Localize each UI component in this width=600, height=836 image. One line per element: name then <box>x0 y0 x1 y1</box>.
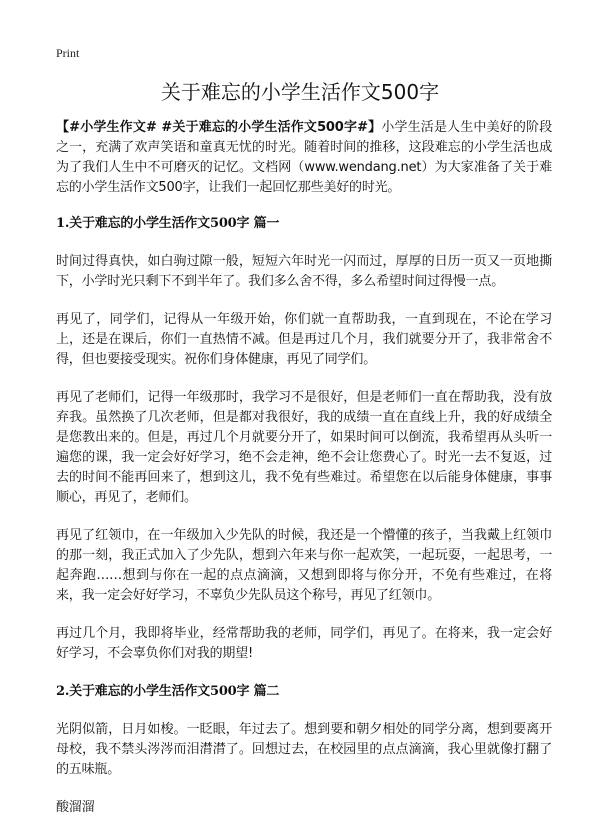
paragraph: 再见了老师们，记得一年级那时，我学习不是很好，但是老师们一直在帮助我，没有放弃我。虽然换了几次老师，但是都对我很好，我的成绩一直在直线上升，我的好成绩全是您教出来的。但是，再过几个月就要分开了，如果时间可以倒流，我希望再从头听一遍您的课，我一定会好好学习，绝不会走神，绝不会让您费心了。时光一去不复返，过去的时间不能再回来了，想到这儿，我不免有些难过。希望您在以后能身体健康，事事顺心，再见了，老师们。 <box>56 390 552 505</box>
intro-text: 小学生活是人生中美好的阶段之一，充满了欢声笑语和童真无忧的时光。随着时间的推移，这段难忘的小学生活也成为了我们人生中不可磨灭的记忆。文档网（www.wendang.net）为大家准备了关于难忘的小学生活作文500字，让我们一起回忆那些美好的时光。 <box>56 120 552 195</box>
closing-text: 酸溜溜 <box>56 800 95 815</box>
intro-paragraph <box>56 118 552 198</box>
intro-tags[interactable]: 【#小学生作文# #关于难忘的小学生活作文500字#】 <box>56 120 382 135</box>
print-link[interactable]: Print <box>56 46 80 60</box>
paragraph: 再见了红领巾，在一年级加入少先队的时候，我还是一个懵懂的孩子，当我戴上红领巾的那一刻，我正式加入了少先队，想到六年来与你一起欢笑，一起玩耍，一起思考，一起奔跑……想到与你在一起的点点滴滴，又想到即将与你分开，不免有些难过，在将来，我一定会好好学习，不辜负少先队员这个称号，再见了红领巾。 <box>56 528 552 603</box>
paragraph: 再过几个月，我即将毕业，经常帮助我的老师，同学们，再见了。在将来，我一定会好好学习，不会辜负你们对我的期望! <box>56 626 552 661</box>
article-body <box>56 118 552 836</box>
paragraph: 再见了，同学们，记得从一年级开始，你们就一直帮助我，一直到现在，不论在学习上，还是在课后，你们一直热情不减。但是再过几个月，我们就要分开了，我非常舍不得，但也要接受现实。祝你们身体健康，再见了同学们。 <box>56 312 552 367</box>
section-heading-2: 2.关于难忘的小学生活作文500字 篇二 <box>56 684 280 699</box>
section-heading-1: 1.关于难忘的小学生活作文500字 篇一 <box>56 216 280 231</box>
paragraph: 光阴似箭，日月如梭。一眨眼，年过去了。想到要和朝夕相处的同学分离，想到要离开母校，我不禁头涔涔而泪潸潸了。回想过去，在校园里的点点滴滴，我心里就像打翻了的五味瓶。 <box>56 722 552 777</box>
page-title: 关于难忘的小学生活作文500字 <box>160 80 440 104</box>
paragraph: 时间过得真快，如白驹过隙一般，短短六年时光一闪而过，厚厚的日历一页又一页地撕下，小学时光只剩下不到半年了。我们多么舍不得，多么希望时间过得慢一点。 <box>56 254 552 289</box>
